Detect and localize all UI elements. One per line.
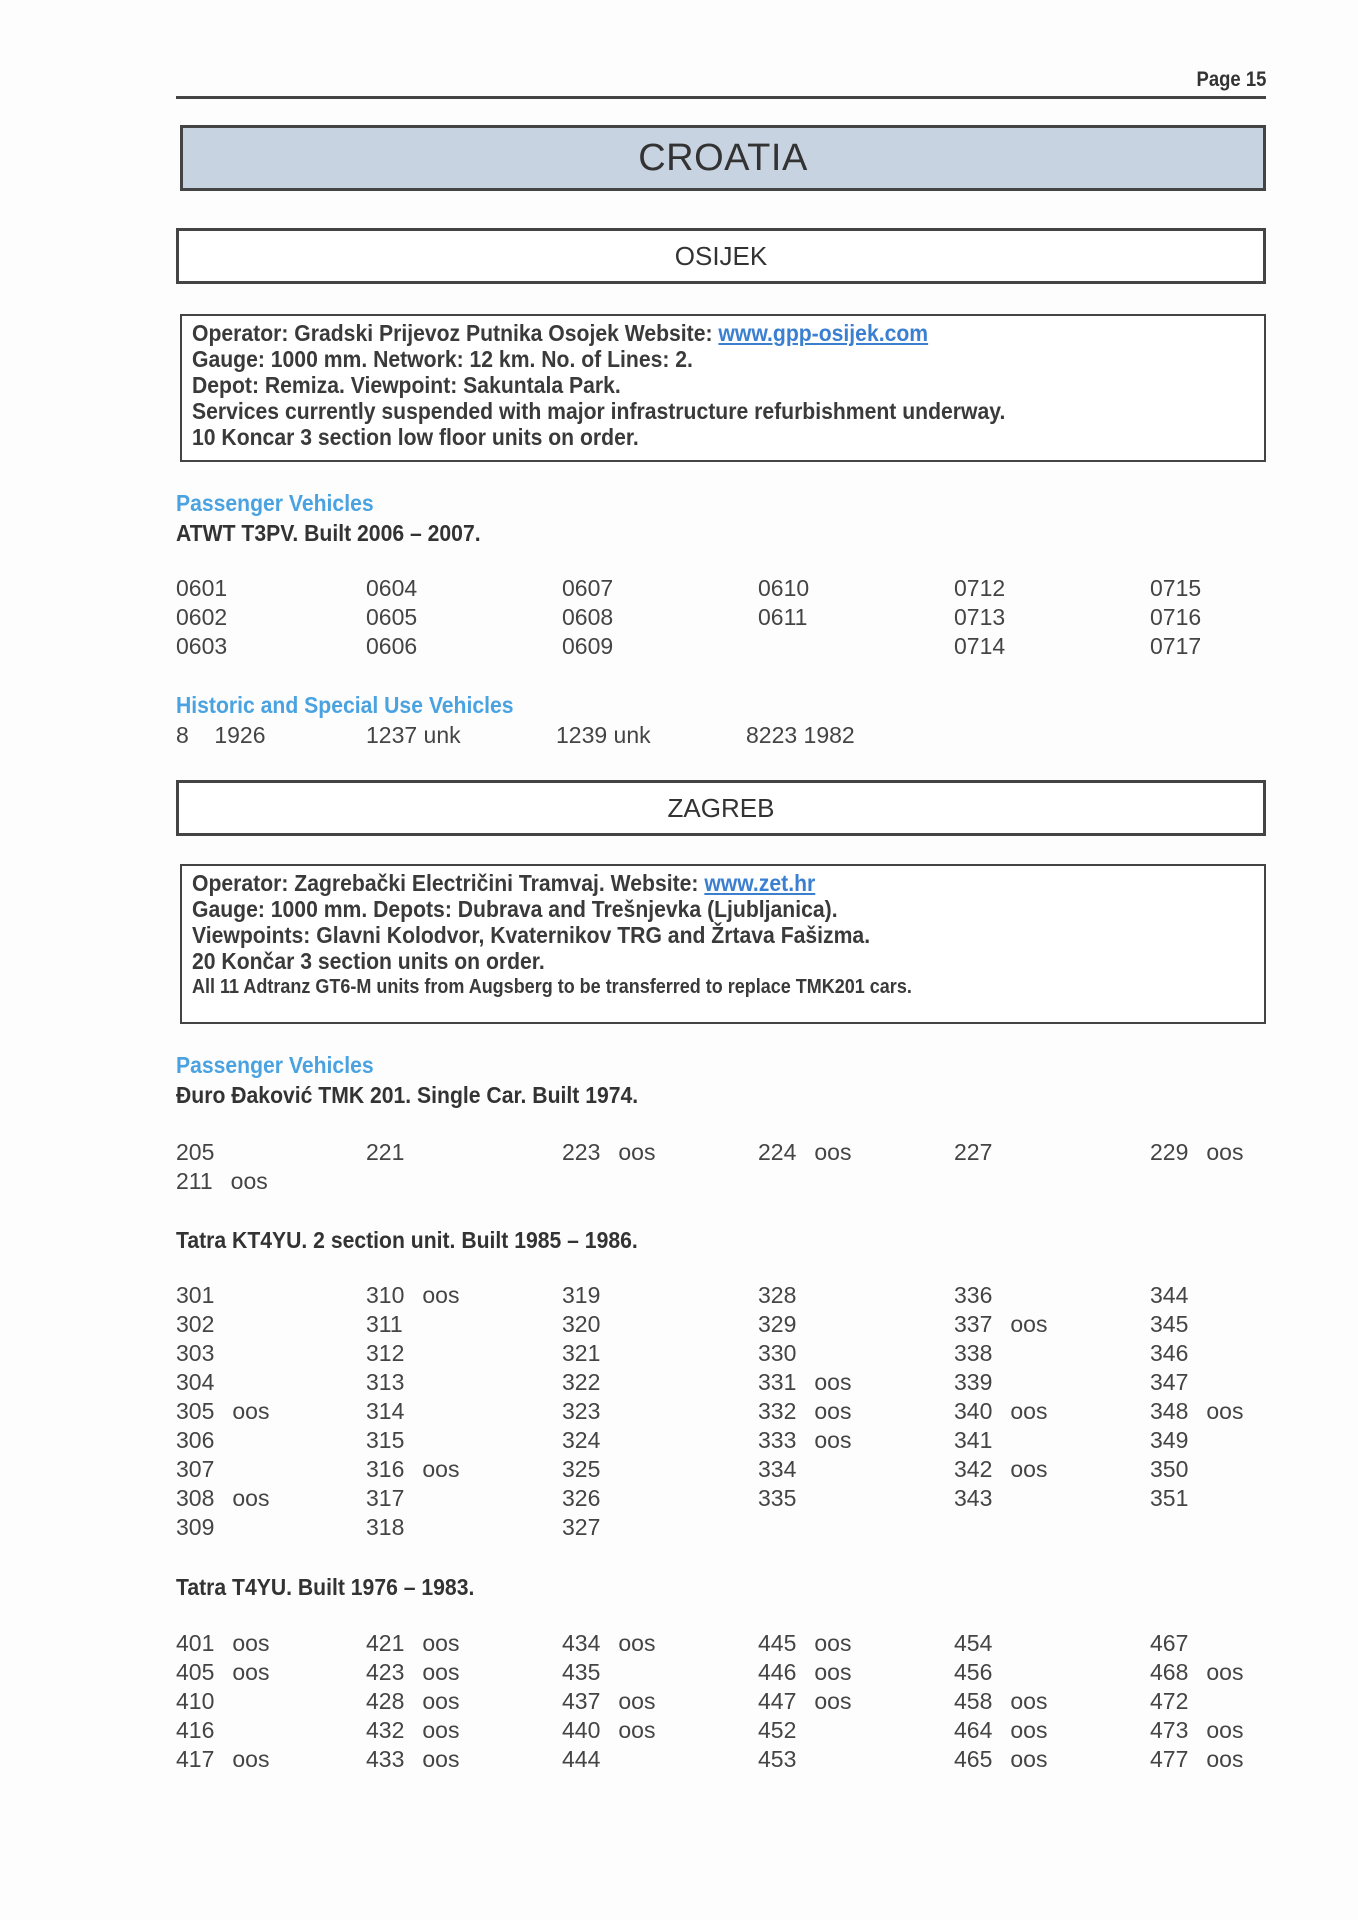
status-oos: oos	[814, 1659, 852, 1685]
fleet-number-entry	[758, 1659, 851, 1686]
fleet-number: 343	[954, 1485, 993, 1511]
fleet-number: 423	[366, 1659, 405, 1685]
fleet-number: 329	[758, 1311, 797, 1337]
osijek-services-line: Services currently suspended with major infrastructure refurbishment underway.	[192, 398, 1006, 424]
fleet-number-entry	[562, 633, 613, 660]
fleet-number-entry	[176, 1139, 214, 1166]
fleet-number: 0712	[954, 575, 1006, 601]
fleet-number-entry	[562, 1485, 600, 1512]
fleet-number-entry	[1150, 1688, 1188, 1715]
fleet-number: 0715	[1150, 575, 1202, 601]
fleet-number-entry	[176, 604, 227, 631]
status-oos: oos	[230, 1168, 268, 1194]
historic-vehicle: 8223 1982	[746, 722, 855, 748]
fleet-number: 330	[758, 1340, 797, 1366]
country-banner: CROATIA	[180, 125, 1266, 191]
fleet-number: 325	[562, 1456, 601, 1482]
fleet-number: 347	[1150, 1369, 1189, 1395]
fleet-number: 456	[954, 1659, 993, 1685]
fleet-number-entry	[176, 1659, 269, 1686]
fleet-number: 312	[366, 1340, 405, 1366]
fleet-number: 445	[758, 1630, 797, 1656]
fleet-number-entry	[954, 1630, 992, 1657]
fleet-number: 341	[954, 1427, 993, 1453]
fleet-number-entry	[562, 575, 613, 602]
fleet-number-entry	[954, 1659, 992, 1686]
status-oos: oos	[618, 1630, 656, 1656]
fleet-number-entry	[758, 575, 809, 602]
fleet-number: 306	[176, 1427, 215, 1453]
fleet-number-entry	[1150, 1369, 1188, 1396]
fleet-number: 328	[758, 1282, 797, 1308]
zagreb-fleet-model-kt4yu: Tatra KT4YU. 2 section unit. Built 1985 – 1986.	[176, 1227, 638, 1253]
osijek-passenger-heading: Passenger Vehicles	[176, 490, 374, 516]
status-oos: oos	[814, 1630, 852, 1656]
fleet-number-entry	[562, 1688, 655, 1715]
fleet-number-entry	[1150, 1340, 1188, 1367]
fleet-number-entry	[1150, 1456, 1188, 1483]
status-oos: oos	[618, 1139, 656, 1165]
status-oos: oos	[422, 1456, 460, 1482]
osijek-fleet-model: ATWT T3PV. Built 2006 – 2007.	[176, 520, 481, 546]
fleet-number: 465	[954, 1746, 993, 1772]
fleet-number: 338	[954, 1340, 993, 1366]
fleet-number-entry	[176, 1746, 269, 1773]
fleet-number: 0606	[366, 633, 418, 659]
osijek-historic-heading: Historic and Special Use Vehicles	[176, 692, 514, 718]
fleet-number: 311	[366, 1311, 403, 1337]
status-oos: oos	[814, 1139, 852, 1165]
fleet-number: 344	[1150, 1282, 1189, 1308]
fleet-number-entry	[758, 1485, 796, 1512]
fleet-number: 320	[562, 1311, 601, 1337]
fleet-number: 323	[562, 1398, 601, 1424]
historic-vehicle: 1237 unk	[366, 722, 461, 748]
fleet-number-entry	[366, 633, 417, 660]
fleet-number: 314	[366, 1398, 405, 1424]
zagreb-operator-line	[192, 870, 1169, 896]
fleet-number-entry	[562, 1369, 600, 1396]
fleet-number: 0605	[366, 604, 418, 630]
osijek-order-line: 10 Koncar 3 section low floor units on order.	[192, 424, 639, 450]
fleet-number: 334	[758, 1456, 797, 1482]
fleet-number-entry	[176, 575, 227, 602]
zagreb-fleet-model-t4yu: Tatra T4YU. Built 1976 – 1983.	[176, 1574, 475, 1600]
fleet-number-entry	[562, 604, 613, 631]
fleet-number: 0604	[366, 575, 418, 601]
fleet-number-entry	[176, 1168, 268, 1195]
fleet-number: 346	[1150, 1340, 1189, 1366]
fleet-number-entry	[366, 1456, 459, 1483]
fleet-number-entry	[366, 604, 417, 631]
status-oos: oos	[1206, 1139, 1244, 1165]
fleet-number-entry	[1150, 1485, 1188, 1512]
fleet-number: 302	[176, 1311, 215, 1337]
fleet-number-entry	[954, 1688, 1047, 1715]
status-oos: oos	[618, 1717, 656, 1743]
status-oos: oos	[814, 1688, 852, 1714]
fleet-number: 401	[176, 1630, 215, 1656]
fleet-number-entry	[176, 1688, 214, 1715]
fleet-number: 303	[176, 1340, 215, 1366]
fleet-number: 336	[954, 1282, 993, 1308]
fleet-number: 0610	[758, 575, 810, 601]
fleet-number: 316	[366, 1456, 405, 1482]
fleet-number-entry	[562, 1514, 600, 1541]
status-oos: oos	[422, 1688, 460, 1714]
fleet-number-entry	[1150, 1630, 1188, 1657]
fleet-number-entry	[954, 575, 1005, 602]
fleet-number-entry	[954, 1340, 992, 1367]
fleet-number-entry	[758, 1688, 851, 1715]
fleet-number: 468	[1150, 1659, 1189, 1685]
fleet-number: 0717	[1150, 633, 1202, 659]
fleet-number: 405	[176, 1659, 215, 1685]
fleet-number-entry	[758, 1311, 796, 1338]
historic-vehicle: 1239 unk	[556, 722, 651, 748]
status-oos: oos	[1206, 1659, 1244, 1685]
status-oos: oos	[422, 1659, 460, 1685]
fleet-number: 350	[1150, 1456, 1189, 1482]
fleet-number-entry	[954, 1717, 1047, 1744]
osijek-gauge-line: Gauge: 1000 mm. Network: 12 km. No. of Lines: 2.	[192, 346, 693, 372]
osijek-info-box	[180, 314, 1266, 462]
zagreb-passenger-heading: Passenger Vehicles	[176, 1052, 374, 1078]
fleet-number: 315	[366, 1427, 405, 1453]
status-oos: oos	[814, 1398, 852, 1424]
fleet-number: 0603	[176, 633, 228, 659]
status-oos: oos	[422, 1630, 460, 1656]
fleet-number: 0716	[1150, 604, 1202, 630]
fleet-number-entry	[176, 1398, 269, 1425]
status-oos: oos	[1010, 1311, 1048, 1337]
fleet-number-entry	[1150, 604, 1201, 631]
fleet-number: 349	[1150, 1427, 1189, 1453]
fleet-number-entry	[758, 1456, 796, 1483]
fleet-number: 432	[366, 1717, 405, 1743]
fleet-number: 0611	[758, 604, 808, 630]
fleet-number: 211	[176, 1168, 213, 1194]
fleet-number: 0607	[562, 575, 614, 601]
fleet-number: 477	[1150, 1746, 1189, 1772]
fleet-number-entry	[758, 1398, 851, 1425]
fleet-number-entry	[1150, 1398, 1243, 1425]
status-oos: oos	[232, 1485, 270, 1511]
fleet-number-entry	[758, 1340, 796, 1367]
fleet-number-entry	[366, 1659, 459, 1686]
osijek-website-link[interactable]: www.gpp-osijek.com	[718, 320, 929, 346]
fleet-number-entry	[758, 1427, 851, 1454]
fleet-number-entry	[562, 1630, 655, 1657]
fleet-number-entry	[758, 1139, 851, 1166]
fleet-number: 327	[562, 1514, 601, 1540]
fleet-number-entry	[562, 1717, 655, 1744]
fleet-number-entry	[176, 1340, 214, 1367]
fleet-number: 437	[562, 1688, 601, 1714]
fleet-number-entry	[1150, 1282, 1188, 1309]
fleet-number-entry	[954, 1139, 992, 1166]
fleet-number: 321	[562, 1340, 601, 1366]
fleet-number: 444	[562, 1746, 601, 1772]
fleet-number-entry	[366, 1311, 403, 1338]
zagreb-website-link[interactable]: www.zet.hr	[704, 870, 816, 896]
fleet-number: 458	[954, 1688, 993, 1714]
fleet-number-entry	[176, 1514, 214, 1541]
fleet-number: 351	[1150, 1485, 1189, 1511]
status-oos: oos	[1010, 1456, 1048, 1482]
fleet-number: 301	[176, 1282, 215, 1308]
status-oos: oos	[814, 1427, 852, 1453]
fleet-number-entry	[562, 1282, 600, 1309]
fleet-number-entry	[562, 1427, 600, 1454]
fleet-number: 318	[366, 1514, 405, 1540]
fleet-number-entry	[176, 1427, 214, 1454]
fleet-number: 309	[176, 1514, 215, 1540]
fleet-number-entry	[758, 1369, 851, 1396]
zagreb-fleet-model-tmk201: Đuro Đaković TMK 201. Single Car. Built 1974.	[176, 1082, 639, 1108]
fleet-number-entry	[954, 1427, 992, 1454]
fleet-number-entry	[1150, 1139, 1243, 1166]
fleet-number: 467	[1150, 1630, 1189, 1656]
status-oos: oos	[1010, 1398, 1048, 1424]
fleet-number: 464	[954, 1717, 993, 1743]
fleet-number: 0609	[562, 633, 614, 659]
fleet-number-entry	[176, 1282, 214, 1309]
fleet-number: 417	[176, 1746, 215, 1772]
status-oos: oos	[1010, 1717, 1048, 1743]
fleet-number-entry	[366, 575, 417, 602]
fleet-number: 322	[562, 1369, 601, 1395]
status-oos: oos	[232, 1659, 270, 1685]
fleet-number: 310	[366, 1282, 405, 1308]
fleet-number: 339	[954, 1369, 993, 1395]
page-number: Page 15	[1196, 68, 1266, 91]
fleet-number-entry	[366, 1398, 404, 1425]
status-oos: oos	[814, 1369, 852, 1395]
fleet-number: 416	[176, 1717, 215, 1743]
fleet-number-entry	[562, 1659, 600, 1686]
fleet-number: 342	[954, 1456, 993, 1482]
fleet-number-entry	[176, 1630, 269, 1657]
fleet-number-entry	[366, 1282, 459, 1309]
fleet-number: 331	[758, 1369, 797, 1395]
fleet-number-entry	[954, 1398, 1047, 1425]
fleet-number: 340	[954, 1398, 993, 1424]
fleet-number-entry	[1150, 1746, 1243, 1773]
fleet-number-entry	[176, 1456, 214, 1483]
fleet-number: 307	[176, 1456, 215, 1482]
city-header-zagreb: ZAGREB	[176, 780, 1266, 836]
fleet-number-entry	[176, 1369, 214, 1396]
status-oos: oos	[232, 1630, 270, 1656]
osijek-operator-text: Operator: Gradski Prijevoz Putnika Osojek Website:	[192, 320, 719, 346]
fleet-number: 221	[366, 1139, 405, 1165]
fleet-number: 435	[562, 1659, 601, 1685]
fleet-number: 229	[1150, 1139, 1189, 1165]
zagreb-info-box	[180, 864, 1266, 1024]
status-oos: oos	[422, 1717, 460, 1743]
header-rule	[176, 96, 1266, 99]
fleet-number: 205	[176, 1139, 215, 1165]
fleet-number: 308	[176, 1485, 215, 1511]
fleet-number-entry	[954, 1456, 1047, 1483]
fleet-number-entry	[954, 633, 1005, 660]
fleet-number-entry	[1150, 1311, 1188, 1338]
fleet-number: 319	[562, 1282, 601, 1308]
fleet-number: 446	[758, 1659, 797, 1685]
fleet-number: 345	[1150, 1311, 1189, 1337]
fleet-number: 454	[954, 1630, 993, 1656]
fleet-number-entry	[758, 604, 807, 631]
fleet-number-entry	[176, 1311, 214, 1338]
historic-vehicle: 8 1926	[176, 722, 266, 748]
fleet-number: 348	[1150, 1398, 1189, 1424]
fleet-number-entry	[758, 1630, 851, 1657]
city-header-osijek: OSIJEK	[176, 228, 1266, 284]
fleet-number: 410	[176, 1688, 215, 1714]
fleet-number: 332	[758, 1398, 797, 1424]
fleet-number-entry	[954, 1369, 992, 1396]
fleet-number-entry	[176, 1717, 214, 1744]
fleet-number: 335	[758, 1485, 797, 1511]
fleet-number-entry	[954, 1485, 992, 1512]
fleet-number: 0602	[176, 604, 228, 630]
fleet-number: 324	[562, 1427, 601, 1453]
fleet-number-entry	[562, 1340, 600, 1367]
zagreb-order-line: 20 Končar 3 section units on order.	[192, 948, 545, 974]
fleet-number: 472	[1150, 1688, 1189, 1714]
status-oos: oos	[1206, 1717, 1244, 1743]
fleet-number-entry	[366, 1688, 459, 1715]
fleet-number-entry	[954, 1746, 1047, 1773]
fleet-number: 326	[562, 1485, 601, 1511]
fleet-number: 434	[562, 1630, 601, 1656]
status-oos: oos	[422, 1282, 460, 1308]
fleet-number: 227	[954, 1139, 993, 1165]
fleet-number: 223	[562, 1139, 601, 1165]
fleet-number: 0608	[562, 604, 614, 630]
fleet-number-entry	[366, 1514, 404, 1541]
fleet-number: 452	[758, 1717, 797, 1743]
status-oos: oos	[1010, 1746, 1048, 1772]
status-oos: oos	[1206, 1746, 1244, 1772]
fleet-number: 0601	[176, 575, 228, 601]
osijek-depot-line: Depot: Remiza. Viewpoint: Sakuntala Park.	[192, 372, 621, 398]
fleet-number: 305	[176, 1398, 215, 1424]
fleet-number: 224	[758, 1139, 797, 1165]
zagreb-operator-text: Operator: Zagrebački Electričini Tramvaj. Website:	[192, 870, 705, 896]
fleet-number-entry	[1150, 1427, 1188, 1454]
fleet-number-entry	[366, 1717, 459, 1744]
zagreb-gauge-line: Gauge: 1000 mm. Depots: Dubrava and Trešnjevka (Ljubljanica).	[192, 896, 838, 922]
status-oos: oos	[232, 1398, 270, 1424]
fleet-number: 428	[366, 1688, 405, 1714]
fleet-number-entry	[1150, 633, 1201, 660]
fleet-number-entry	[954, 604, 1005, 631]
fleet-number: 317	[366, 1485, 405, 1511]
fleet-number: 333	[758, 1427, 797, 1453]
fleet-number: 453	[758, 1746, 797, 1772]
osijek-operator-line	[192, 320, 1169, 346]
fleet-number-entry	[366, 1630, 459, 1657]
status-oos: oos	[422, 1746, 460, 1772]
fleet-number-entry	[758, 1746, 796, 1773]
fleet-number-entry	[562, 1311, 600, 1338]
fleet-number: 313	[366, 1369, 405, 1395]
fleet-number: 440	[562, 1717, 601, 1743]
status-oos: oos	[618, 1688, 656, 1714]
fleet-number: 447	[758, 1688, 797, 1714]
fleet-number-entry	[562, 1139, 655, 1166]
fleet-number-entry	[366, 1340, 404, 1367]
fleet-number: 304	[176, 1369, 215, 1395]
fleet-number-entry	[366, 1485, 404, 1512]
fleet-number: 337	[954, 1311, 993, 1337]
fleet-number-entry	[366, 1139, 404, 1166]
fleet-number-entry	[758, 1717, 796, 1744]
fleet-number-entry	[758, 1282, 796, 1309]
zagreb-viewpoints-line: Viewpoints: Glavni Kolodvor, Kvaternikov TRG and Žrtava Fašizma.	[192, 922, 871, 948]
fleet-number-entry	[366, 1427, 404, 1454]
fleet-number-entry	[954, 1311, 1047, 1338]
fleet-number: 0714	[954, 633, 1006, 659]
fleet-number-entry	[954, 1282, 992, 1309]
zagreb-transfer-line: All 11 Adtranz GT6-M units from Augsberg to be transferred to replace TMK201 cars.	[192, 976, 912, 998]
fleet-number-entry	[562, 1456, 600, 1483]
status-oos: oos	[1010, 1688, 1048, 1714]
status-oos: oos	[1206, 1398, 1244, 1424]
fleet-number: 473	[1150, 1717, 1189, 1743]
status-oos: oos	[232, 1746, 270, 1772]
fleet-number: 433	[366, 1746, 405, 1772]
fleet-number-entry	[176, 1485, 269, 1512]
fleet-number-entry	[562, 1398, 600, 1425]
fleet-number: 421	[366, 1630, 405, 1656]
fleet-number-entry	[562, 1746, 600, 1773]
fleet-number-entry	[176, 633, 227, 660]
fleet-number-entry	[1150, 1717, 1243, 1744]
fleet-number: 0713	[954, 604, 1006, 630]
fleet-number-entry	[1150, 575, 1201, 602]
fleet-number-entry	[366, 1746, 459, 1773]
fleet-number-entry	[366, 1369, 404, 1396]
fleet-number-entry	[1150, 1659, 1243, 1686]
